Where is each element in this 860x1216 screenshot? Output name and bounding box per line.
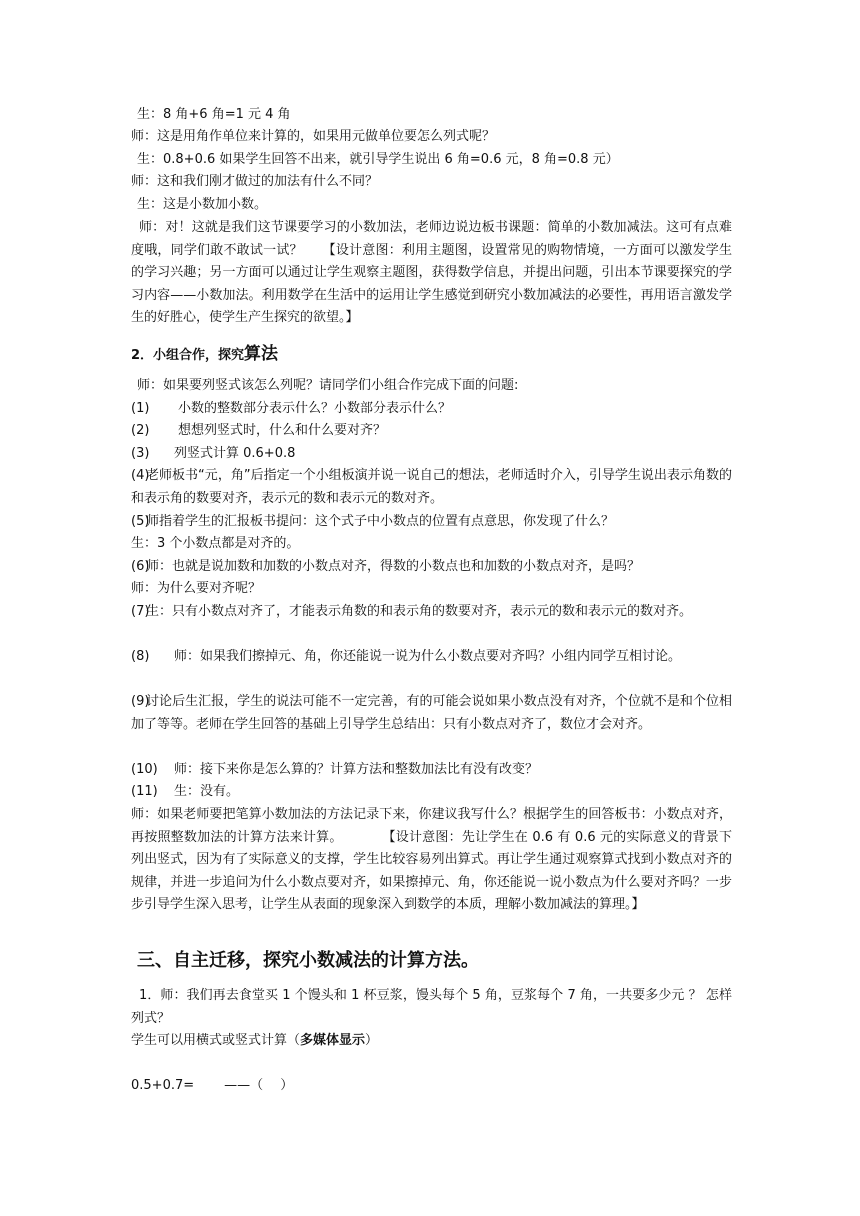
list-item-text: 想想列竖式时，什么和什么要对齐？ — [178, 423, 387, 438]
section-heading-3: 三、自主迁移，探究小数减法的计算方法。 — [137, 950, 479, 971]
section-intro: 师：如果要列竖式该怎么列呢？请同学们小组合作完成下面的问题: — [137, 378, 519, 393]
formula-left: 0.5+0.7= — [131, 1078, 195, 1093]
list-item-number: (9) — [131, 694, 150, 709]
list-item-text: 师：如果我们擦掉元、角，你还能说一说为什么小数点要对齐吗？小组内同学互相讨论。 — [174, 649, 682, 664]
list-item-text: 讨论后生汇报，学生的说法可能不一定完善，有的可能会说如果小数点没有对齐，个位就不是和个位相加了等等。老师在学生回答的基础上引导学生总结出：只有小数点对齐了，数位才会对齐。 — [131, 694, 732, 732]
formula-line — [131, 1075, 731, 1098]
list-item-text: 生：没有。 — [174, 784, 240, 799]
response-line: 生：3 个小数点都是对齐的。 — [131, 536, 300, 551]
list-item-number: (4) — [131, 468, 150, 483]
list-item — [131, 691, 732, 736]
list-item-text: 小数的整数部分表示什么？小数部分表示什么？ — [178, 401, 452, 416]
list-item — [131, 556, 731, 579]
section-heading-2-prefix: 2．小组合作，探究 — [131, 348, 245, 363]
list-item-number: (3) — [131, 446, 150, 461]
section-heading-2-big: 算法 — [244, 344, 279, 364]
dialogue-line: 师：这和我们刚才做过的加法有什么不同？ — [131, 174, 379, 189]
dialogue-line: 生：这是小数加小数。 — [137, 197, 268, 212]
list-item — [131, 759, 731, 782]
list-item-number: (7) — [131, 604, 150, 619]
formula-right: ——（ ） — [224, 1078, 294, 1093]
design-intent-paragraph: 师：如果老师要把笔算小数加法的方法记录下来，你建议我写什么？根据学生的回答板书：小数点对齐，再按照整数加法的计算方法来计算。 【设计意图：先让学生在 0.6 有 0.6 元的实际意义的背景下列出竖式，因为有了实际意义的支撑，学生比较容易列出算式。再让学生通过观察算式找到小数点对齐的规律，并进一步追问为什么小数点要对齐，如果擦掉元、角，你还能说一说小数点为什么要对齐吗？一步步引导学生深入思考，让学生从表面的现象深入到数学的本质，理解小数加减法的算理。】 — [131, 807, 732, 913]
instruction-suffix: ） — [365, 1033, 379, 1048]
instruction-line — [131, 1030, 731, 1053]
dialogue-line: 生：0.8+0.6 如果学生回答不出来，就引导学生说出 6 角=0.6 元，8 角=0.8 元） — [137, 152, 619, 167]
list-item-text: 师：接下来你是怎么算的？计算方法和整数加法比有没有改变？ — [174, 762, 539, 777]
list-item — [131, 646, 732, 669]
list-item-number: (10) — [131, 762, 158, 777]
list-item-text: 列竖式计算 0.6+0.8 — [174, 446, 296, 461]
dialogue-line: 生：8 角+6 角=1 元 4 角 — [137, 107, 291, 122]
list-item — [131, 398, 731, 421]
section-heading-2 — [131, 343, 278, 367]
instruction-prefix: 学生可以用横式或竖式计算（ — [131, 1033, 301, 1048]
response-line: 师：为什么要对齐呢？ — [131, 581, 262, 596]
list-item-number: (1) — [131, 401, 150, 416]
list-item-number: (2) — [131, 423, 150, 438]
list-item-number: (6) — [131, 559, 150, 574]
list-item-text: 生：只有小数点对齐了，才能表示角数的和表示角的数要对齐，表示元的数和表示元的数对齐。 — [146, 604, 693, 619]
list-item — [131, 601, 732, 624]
list-item — [131, 420, 731, 443]
dialogue-line: 师：这是用角作单位来计算的，如果用元做单位要怎么列式呢？ — [131, 129, 496, 144]
list-item — [131, 465, 732, 510]
list-item-number: (5) — [131, 514, 150, 529]
list-item — [131, 781, 731, 804]
list-item-text: 师指着学生的汇报板书提问：这个式子中小数点的位置有点意思，你发现了什么？ — [146, 514, 615, 529]
list-item-text: 老师板书“元，角”后指定一个小组板演并说一说自己的想法，老师适时介入，引导学生说出表示角数的和表示角的数要对齐，表示元的数和表示元的数对齐。 — [131, 468, 732, 506]
list-item-number: (11) — [131, 784, 158, 799]
list-item — [131, 443, 731, 466]
design-intent-paragraph: 师：对！这就是我们这节课要学习的小数加法，老师边说边板书课题：简单的小数加减法。这可有点难度哦，同学们敢不敢试一试？ 【设计意图：利用主题图，设置常见的购物情境，一方面可以激发学生的学习兴趣；另一方面可以通过让学生观察主题图，获得数学信息，并提出问题，引出本节课要探究的学习内容——小数加法。利用数学在生活中的运用让学生感觉到研究小数加减法的必要性，再用语言激发学生的好胜心，使学生产生探究的欲望。】 — [131, 220, 732, 326]
instruction-bold: 多媒体显示 — [300, 1033, 366, 1048]
list-item — [131, 511, 731, 534]
question-paragraph: 1．师：我们再去食堂买 1 个馒头和 1 杯豆浆，馒头每个 5 角，豆浆每个 7 角，一共要多少元 ？ 怎样列式？ — [131, 988, 732, 1026]
list-item-number: (8) — [131, 649, 150, 664]
list-item-text: 师：也就是说加数和加数的小数点对齐，得数的小数点也和加数的小数点对齐，是吗？ — [146, 559, 641, 574]
